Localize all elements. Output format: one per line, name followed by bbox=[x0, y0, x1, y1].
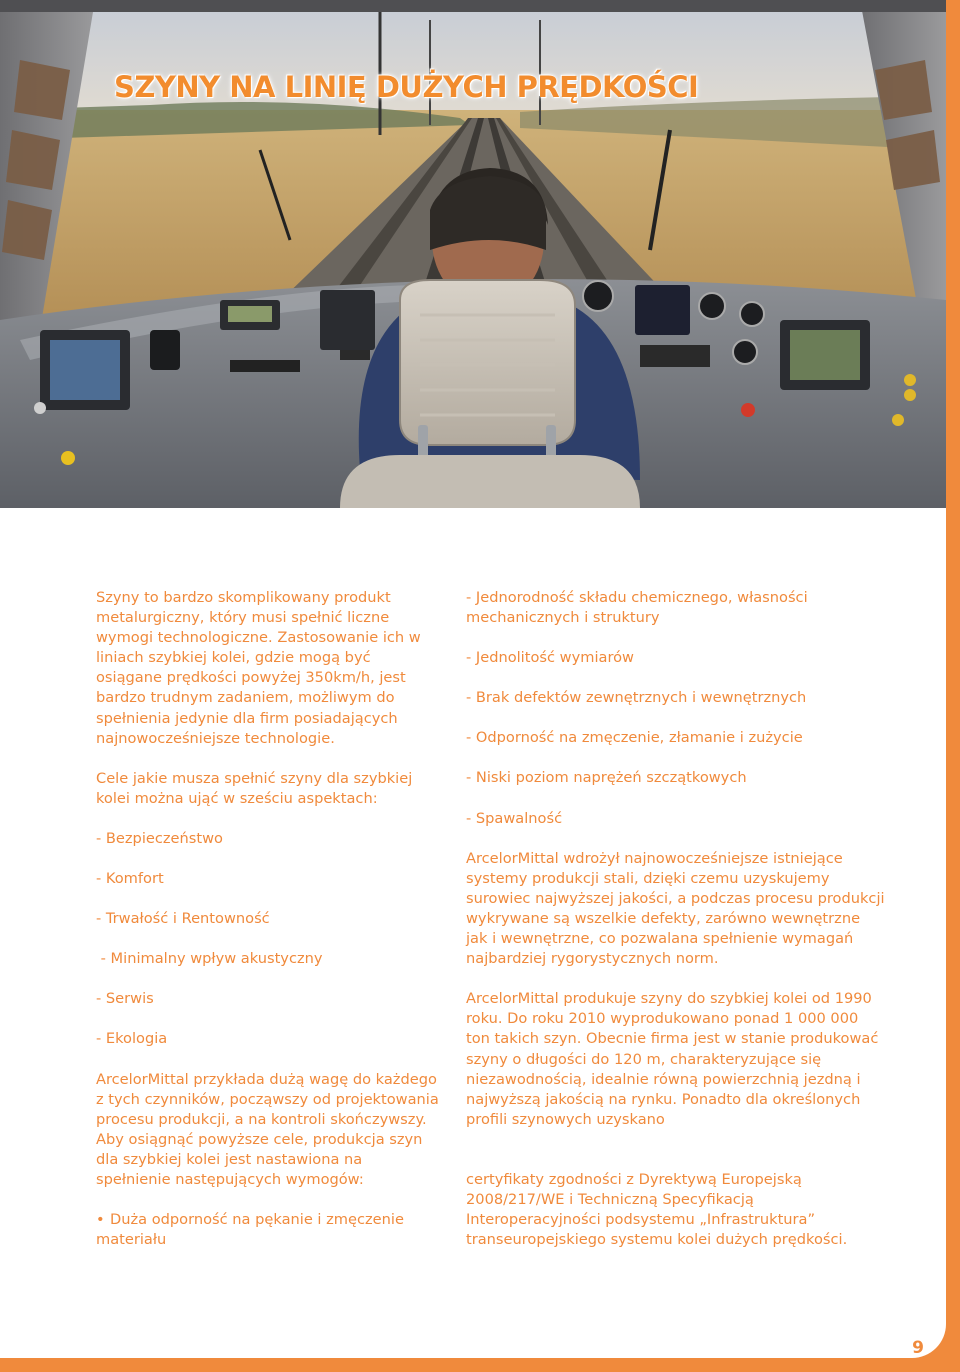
aspect-item: - Minimalny wpływ akustyczny bbox=[96, 950, 323, 968]
requirements-lead: ArcelorMittal przykłada dużą wagę do każdego z tych czynników, począwszy od projektowania procesu produkcji, a na kontroli skończywszy. Aby osiągnąć powyższe cele, produkcja szyn dla szybkiej kolei jest nastawiona na spełnienie następujących wymogów: bbox=[96, 1070, 439, 1188]
left-column bbox=[96, 588, 441, 1250]
requirement-item: - Odporność na zmęczenie, złamanie i zużycie bbox=[466, 729, 803, 747]
right-column bbox=[466, 588, 886, 1250]
page-title: SZYNY NA LINIĘ DUŻYCH PRĘDKOŚCI bbox=[114, 70, 699, 104]
intro-paragraph: Szyny to bardzo skomplikowany produkt metalurgiczny, który musi spełnić liczne wymogi technologiczne. Zastosowanie ich w liniach szybkiej kolei, gdzie mogą być osiągane prędkości powyżej 350km/h, jest bardzo trudnym zadaniem, możliwym do spełnienia jedynie dla firm posiadających najnowocześniejsze technologie. bbox=[96, 589, 421, 747]
bullet-item-text: Duża odporność na pękanie i zmęczenie materiału bbox=[96, 1211, 404, 1249]
certificates-paragraph: certyfikaty zgodności z Dyrektywą Europejską 2008/217/WE i Techniczną Specyfikacją Interoperacyjności podsystemu „Infrastruktura” transeuropejskiego systemu kolei dużych prędkości. bbox=[466, 1170, 848, 1249]
requirement-item: - Niski poziom naprężeń szczątkowych bbox=[466, 769, 747, 787]
aspect-item: - Trwałość i Rentowność bbox=[96, 910, 270, 928]
train-cab-photo bbox=[0, 0, 946, 508]
history-paragraph: ArcelorMittal produkuje szyny do szybkiej kolei od 1990 roku. Do roku 2010 wyprodukowano ponad 1 000 000 ton takich szyn. Obecnie firma jest w stanie produkować szyny o długości do 120 m, charakteryzujące się niezawodnością, idealnie równą powierzchnią jezdną i najwyższą jakością na rynku. Ponadto dla określonych profili szynowych uzyskano bbox=[466, 990, 879, 1128]
requirement-item: - Jednorodność składu chemicznego, własności mechanicznych i struktury bbox=[466, 589, 808, 627]
aspects-lead: Cele jakie musza spełnić szyny dla szybkiej kolei można ująć w sześciu aspektach: bbox=[96, 769, 413, 807]
bullet-item bbox=[96, 1210, 441, 1250]
aspect-item: - Serwis bbox=[96, 990, 154, 1008]
requirement-item: - Brak defektów zewnętrznych i wewnętrznych bbox=[466, 689, 807, 707]
bullet-icon: • bbox=[96, 1211, 105, 1229]
requirement-item: - Jednolitość wymiarów bbox=[466, 649, 634, 667]
aspect-item: - Komfort bbox=[96, 870, 164, 888]
page-number: 9 bbox=[912, 1338, 924, 1358]
production-paragraph: ArcelorMittal wdrożył najnowocześniejsze istniejące systemy produkcji stali, dzięki czemu uzyskujemy surowiec najwyższej jakości, a podczas procesu produkcji wykrywane są wszelkie defekty, zarówno wewnętrzne jak i wewnętrzne, co pozwalana spełnienie wymagań najbardziej rygorystycznych norm. bbox=[466, 849, 885, 968]
aspect-item: - Ekologia bbox=[96, 1030, 168, 1048]
aspect-item: - Bezpieczeństwo bbox=[96, 829, 223, 847]
requirement-item: - Spawalność bbox=[466, 809, 563, 827]
